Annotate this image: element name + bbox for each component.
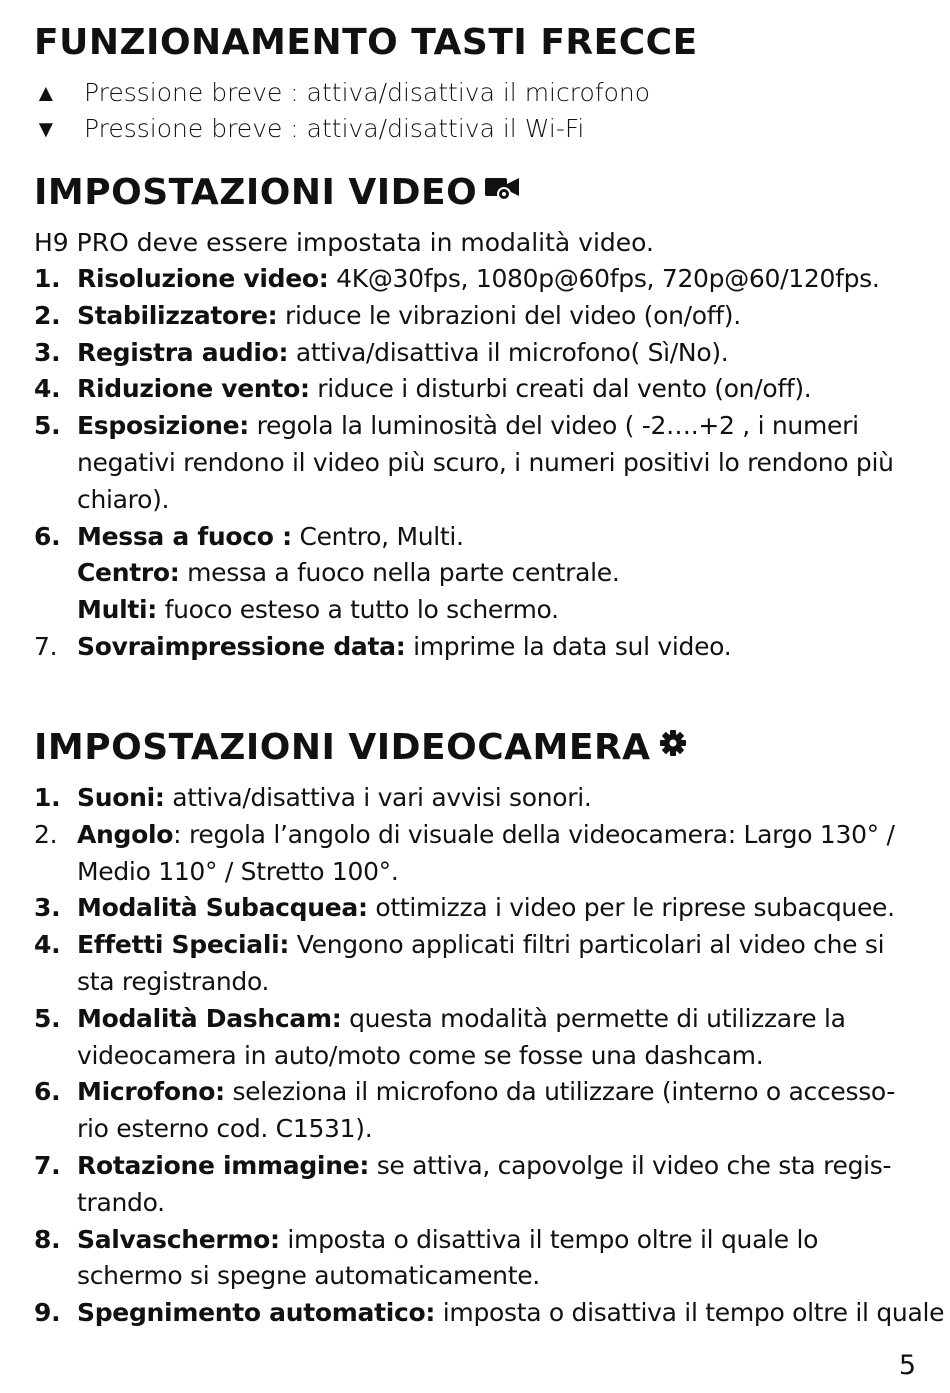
list-item: 3. Modalità Subacquea: ottimizza i video per le riprese subacquee. — [34, 893, 895, 923]
item-text: questa modalità permette di utilizzare la videocamera in auto/moto come se fosse una dashcam. — [77, 1003, 846, 1070]
arrow-keys-heading-text: FUNZIONAMENTO TASTI FRECCE — [34, 22, 698, 63]
item-label: Effetti Speciali: — [77, 930, 290, 960]
list-item: 1. Risoluzione video: 4K@30fps, 1080p@60fps, 720p@60/120fps. — [34, 264, 880, 293]
item-text: imposta o disattiva il tempo oltre il quale — [435, 1298, 945, 1328]
item-text: riduce le vibrazioni del video (on/off). — [277, 300, 741, 330]
camera-settings-heading — [34, 726, 687, 771]
item-text: : regola l’angolo di visuale della videocamera: Largo 130° / Medio 110° / Stretto 100°. — [77, 819, 895, 886]
item-label: Messa a fuoco : — [77, 521, 292, 551]
item-text: se attiva, capovolge il video che sta regis-trando. — [77, 1150, 892, 1217]
list-item: 2. Stabilizzatore: riduce le vibrazioni del video (on/off). — [34, 300, 741, 330]
arrow-up-text: Pressione breve : attiva/disattiva il microfono — [84, 78, 651, 107]
list-item: 1. Suoni: attiva/disattiva i vari avvisi sonori. — [34, 783, 592, 812]
item-text: ottimizza i video per le riprese subacquee. — [367, 893, 895, 923]
list-item: 5. Esposizione: regola la luminosità del video ( -2….+2 , i numeri negativi rendono il video più scuro, i numeri positivi lo rendono più chiaro). — [34, 411, 894, 514]
item-label: Salvaschermo: — [77, 1224, 280, 1254]
item-label: Riduzione vento: — [77, 374, 310, 404]
item-label: Suoni: — [77, 783, 165, 812]
item-text: Centro, Multi. — [291, 521, 464, 551]
list-item: 6. Messa a fuoco : Centro, Multi. Centro: messa a fuoco nella parte centrale. Multi: fuoco esteso a tutto lo schermo. — [0, 519, 950, 629]
item-text: imposta o disattiva il tempo oltre il quale lo schermo si spegne automaticamente. — [77, 1224, 819, 1291]
item-label: Spegnimento automatico: — [77, 1298, 436, 1328]
camera-settings-list — [0, 780, 950, 1332]
list-item: 7. Sovraimpressione data: imprime la data sul video. — [34, 631, 732, 661]
arrow-down-text: Pressione breve : attiva/disattiva il Wi-Fi — [84, 114, 585, 143]
triangle-up-icon: ▲ — [34, 79, 58, 107]
item-label: Registra audio: — [77, 337, 289, 367]
triangle-down-icon: ▼ — [34, 115, 58, 143]
arrow-keys-heading — [34, 21, 698, 65]
focus-center-line: Centro: messa a fuoco nella parte centrale. — [77, 558, 620, 588]
item-label: Angolo — [77, 819, 174, 849]
camera-settings-heading-text: IMPOSTAZIONI VIDEOCAMERA — [34, 727, 651, 768]
item-label: Stabilizzatore: — [77, 300, 278, 330]
video-intro: H9 PRO deve essere impostata in modalità video. — [34, 228, 654, 257]
list-item: 8. Salvaschermo: imposta o disattiva il tempo oltre il quale lo schermo si spegne automaticamente. — [34, 1224, 819, 1291]
video-settings-heading — [34, 171, 521, 216]
gear-icon — [659, 724, 687, 768]
item-text: regola la luminosità del video ( -2….+2 , i numeri negativi rendono il video più scuro, i numeri positivi lo rendono più chiaro). — [77, 411, 894, 514]
list-item: 9. Spegnimento automatico: imposta o disattiva il tempo oltre il quale — [34, 1298, 945, 1328]
item-label: Modalità Dashcam: — [77, 1003, 342, 1033]
video-settings-list — [0, 261, 950, 666]
page-number: 5 — [898, 1350, 916, 1381]
item-label: Risoluzione video: — [77, 264, 329, 293]
arrow-down-row — [34, 111, 584, 147]
item-label: Modalità Subacquea: — [77, 893, 368, 923]
arrow-up-row — [34, 75, 650, 111]
list-item: 4. Effetti Speciali: Vengono applicati filtri particolari al video che si sta registrando. — [34, 930, 885, 996]
item-label: Microfono: — [77, 1077, 225, 1107]
item-label: Rotazione immagine: — [77, 1150, 370, 1180]
list-item: 5. Modalità Dashcam: questa modalità permette di utilizzare la videocamera in auto/moto come se fosse una dashcam. — [34, 1003, 846, 1070]
item-text: attiva/disattiva il microfono( Sì/No). — [288, 337, 729, 367]
item-text: attiva/disattiva i vari avvisi sonori. — [164, 783, 592, 812]
item-text: imprime la data sul video. — [405, 631, 732, 661]
item-label: Esposizione: — [77, 411, 249, 441]
focus-multi-line: Multi: fuoco esteso a tutto lo schermo. — [77, 595, 559, 625]
item-label: Sovraimpressione data: — [77, 631, 406, 661]
video-settings-icon — [485, 169, 521, 213]
list-item: 4. Riduzione vento: riduce i disturbi creati dal vento (on/off). — [34, 374, 812, 404]
list-item: 3. Registra audio: attiva/disattiva il microfono( Sì/No). — [34, 337, 729, 367]
item-text: 4K@30fps, 1080p@60fps, 720p@60/120fps. — [328, 264, 880, 293]
list-item: 7. Rotazione immagine: se attiva, capovolge il video che sta regis-trando. — [34, 1150, 892, 1217]
list-item: 2. Angolo: regola l’angolo di visuale della videocamera: Largo 130° / Medio 110° / Stretto 100°. — [34, 819, 895, 886]
list-item: 6. Microfono: seleziona il microfono da utilizzare (interno o accesso-rio esterno cod. C1531). — [34, 1077, 896, 1144]
video-settings-heading-text: IMPOSTAZIONI VIDEO — [34, 172, 478, 213]
item-text: riduce i disturbi creati dal vento (on/off). — [309, 374, 812, 404]
item-text: Vengono applicati filtri particolari al video che si sta registrando. — [77, 930, 885, 996]
item-text: seleziona il microfono da utilizzare (interno o accesso-rio esterno cod. C1531). — [77, 1077, 896, 1144]
